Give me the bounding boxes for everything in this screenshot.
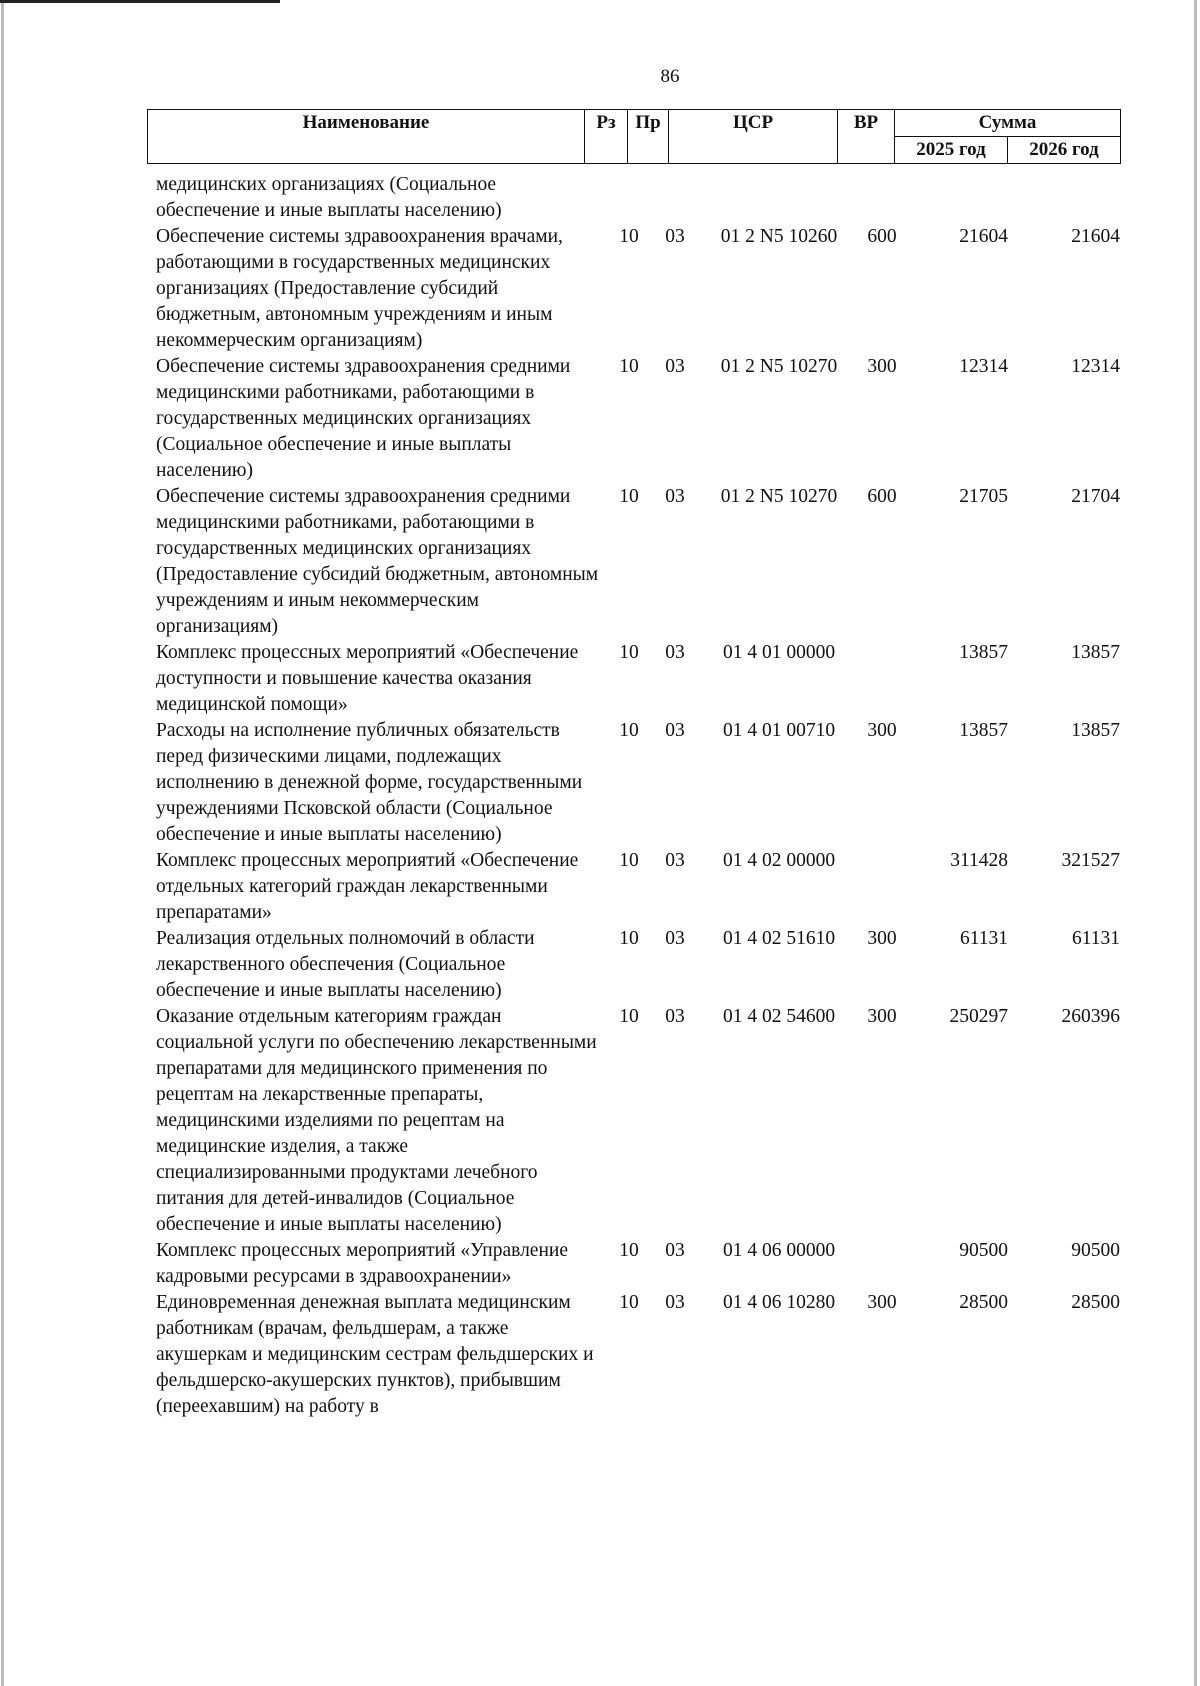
row-sum-2026: 321527 [1061,850,1120,871]
row-vr: 300 [867,720,897,741]
table-row [150,926,1150,1004]
row-sum-2025: 28500 [959,1292,1008,1313]
row-csr: 01 2 N5 10270 [720,356,838,377]
row-csr: 01 4 06 10280 [722,1292,836,1313]
scan-edge-right [1194,0,1197,1686]
row-rz: 10 [619,1006,639,1027]
row-sum-2025: 21705 [959,486,1008,507]
row-sum-2025 [912,172,1008,224]
row-name: Обеспечение системы здравоохранения врачами, работающими в государственных медицинских организациях (Предоставление субсидий бюджетным, автономным учреждениям и иным некоммерческим организациям) [156,226,563,351]
table-row [150,1290,1150,1420]
row-rz: 10 [619,1292,639,1313]
row-rz [600,172,652,224]
row-rz: 10 [619,850,639,871]
row-csr: 01 2 N5 10270 [720,486,838,507]
row-sum-2026: 13857 [1071,642,1120,663]
row-pr: 03 [665,1292,685,1313]
header-name: Наименование [148,110,585,164]
row-rz: 10 [619,226,639,247]
row-name: Реализация отдельных полномочий в области лекарственного обеспечения (Социальное обеспечение и иные выплаты населению) [156,928,535,1001]
header-pr: Пр [628,110,669,164]
header-sum: Сумма [895,110,1121,137]
header-csr: ЦСР [669,110,838,164]
row-sum-2025: 61131 [959,928,1008,949]
row-vr [852,848,912,926]
row-csr: 01 4 01 00000 [722,642,836,663]
row-csr: 01 4 02 54600 [722,1006,836,1027]
scan-edge-left [1,0,4,1686]
row-sum-2025: 21604 [959,226,1008,247]
table-row [150,224,1150,354]
row-pr: 03 [665,642,685,663]
table-header [147,109,1121,164]
table-row [150,484,1150,640]
row-name: Комплекс процессных мероприятий «Управление кадровыми ресурсами в здравоохранении» [156,1240,568,1287]
row-sum-2025: 12314 [959,356,1008,377]
row-name: Комплекс процессных мероприятий «Обеспечение доступности и повышение качества оказания медицинской помощи» [156,642,579,715]
row-rz: 10 [619,720,639,741]
table-row [150,640,1150,718]
row-pr: 03 [665,928,685,949]
page-number: 86 [660,66,680,87]
row-name: Комплекс процессных мероприятий «Обеспечение отдельных категорий граждан лекарственными препаратами» [156,850,579,923]
row-rz: 10 [619,486,639,507]
row-rz: 10 [619,642,639,663]
row-pr [652,172,698,224]
row-vr: 300 [867,1292,897,1313]
row-pr: 03 [665,1006,685,1027]
row-csr: 01 4 02 51610 [722,928,836,949]
row-sum-2025: 13857 [959,642,1008,663]
row-name: Обеспечение системы здравоохранения средними медицинскими работниками, работающими в государственных медицинских организациях (Социальное обеспечение и иные выплаты населению) [156,356,571,481]
row-vr: 600 [867,226,897,247]
table-row [150,354,1150,484]
row-name: Единовременная денежная выплата медицинским работникам (врачам, фельдшерам, а также акушеркам и медицинским сестрам фельдшерских и фельдшерско-акушерских пунктов), прибывшим (переехавшим) на работу в [156,1292,594,1417]
row-sum-2026: 21704 [1071,486,1120,507]
table-row [150,1238,1150,1290]
row-rz: 10 [619,1240,639,1261]
table-row [150,848,1150,926]
row-csr: 01 4 06 00000 [722,1240,836,1261]
row-name: Расходы на исполнение публичных обязательств перед физическими лицами, подлежащих исполнению в денежной форме, государственными учреждениями Псковской области (Социальное обеспечение и иные выплаты населению) [156,720,583,845]
table-row [150,172,1150,224]
row-sum-2026: 260396 [1061,1006,1120,1027]
row-vr: 300 [867,356,897,377]
table-body [150,172,1150,1420]
row-name: Обеспечение системы здравоохранения средними медицинскими работниками, работающими в государственных медицинских организациях (Предоставление субсидий бюджетным, автономным учреждениям и иным некоммерческим организациям) [156,486,599,637]
row-sum-2026 [1008,172,1120,224]
header-year-2025: 2025 год [895,137,1008,164]
row-vr: 300 [867,928,897,949]
row-sum-2026: 28500 [1071,1292,1120,1313]
row-pr: 03 [665,226,685,247]
table-row [150,718,1150,848]
row-vr [852,640,912,718]
header-vr: ВР [838,110,895,164]
row-pr: 03 [665,356,685,377]
row-pr: 03 [665,1240,685,1261]
row-sum-2026: 12314 [1071,356,1120,377]
row-pr: 03 [665,486,685,507]
row-vr: 300 [867,1006,897,1027]
row-sum-2025: 311428 [950,850,1008,871]
row-name: медицинских организациях (Социальное обеспечение и иные выплаты населению) [156,174,502,221]
row-sum-2026: 13857 [1071,720,1120,741]
table-row [150,1004,1150,1238]
row-csr: 01 4 01 00710 [722,720,836,741]
row-vr: 600 [867,486,897,507]
row-name: Оказание отдельным категориям граждан социальной услуги по обеспечению лекарственными препаратами для медицинского применения по рецептам на лекарственные препараты, медицинскими изделиями по рецептам на медицинские изделия, а также специализированными продуктами лечебного питания для детей-инвалидов (Социальное обеспечение и иные выплаты населению) [156,1006,597,1235]
row-vr [852,1238,912,1290]
row-sum-2026: 21604 [1071,226,1120,247]
row-rz: 10 [619,356,639,377]
row-sum-2025: 90500 [959,1240,1008,1261]
row-rz: 10 [619,928,639,949]
row-csr: 01 2 N5 10260 [720,226,838,247]
header-rz: Рз [585,110,628,164]
row-sum-2025: 250297 [949,1006,1008,1027]
row-pr: 03 [665,720,685,741]
scan-top-mark [0,0,280,3]
header-year-2026: 2026 год [1008,137,1121,164]
row-sum-2026: 61131 [1071,928,1120,949]
row-sum-2025: 13857 [959,720,1008,741]
row-csr: 01 4 02 00000 [722,850,836,871]
row-csr [698,172,852,224]
row-sum-2026: 90500 [1071,1240,1120,1261]
row-vr [852,172,912,224]
row-pr: 03 [665,850,685,871]
